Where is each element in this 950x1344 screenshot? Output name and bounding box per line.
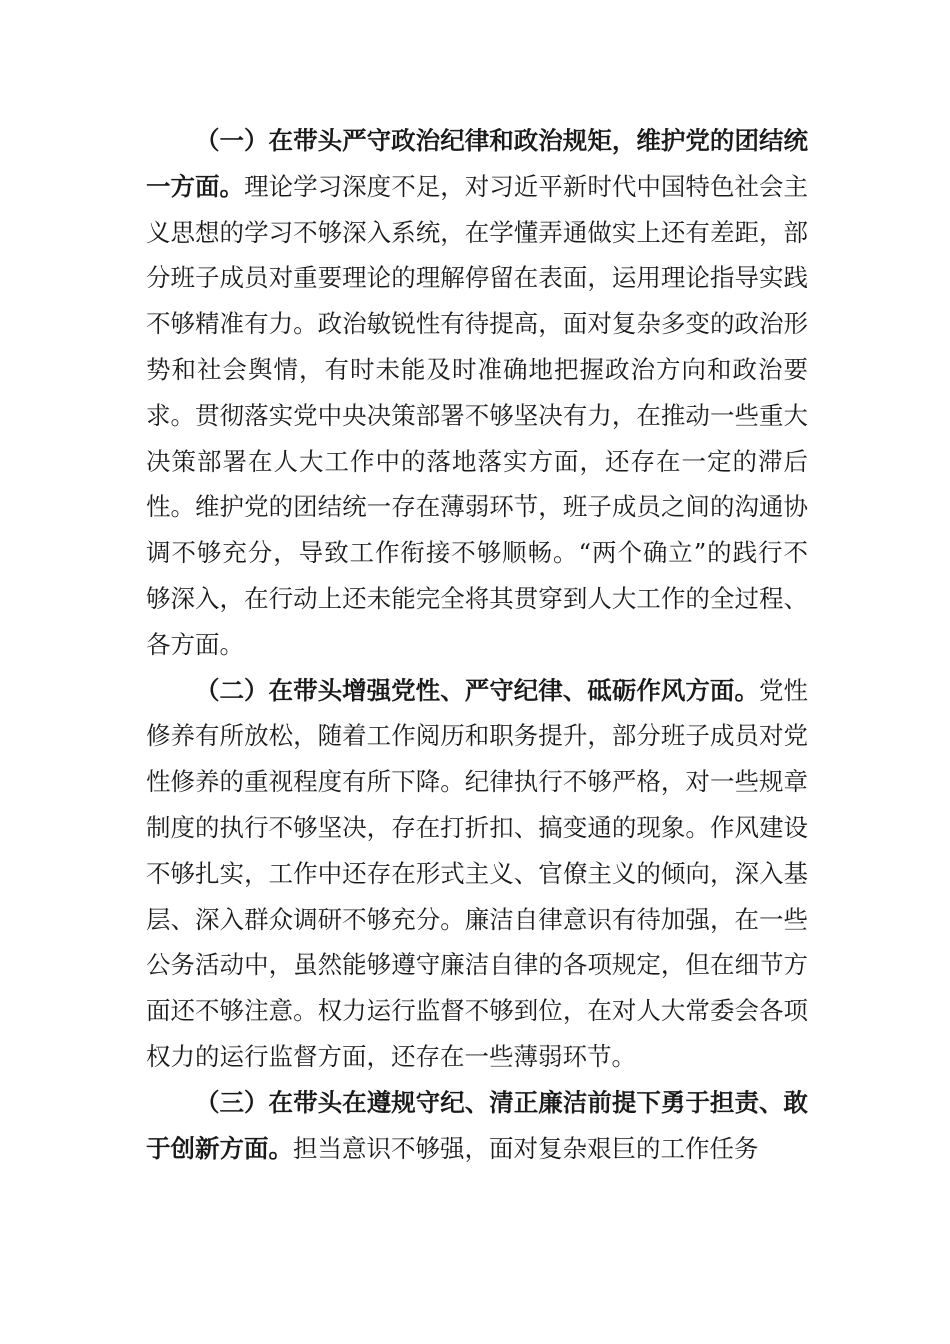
document-body (146, 118, 808, 1171)
section-2-paragraph (146, 668, 808, 1080)
section-3-paragraph (146, 1080, 808, 1172)
section-2-heading: （二）在带头增强党性、严守纪律、砥砺作风方面。 (195, 675, 759, 705)
section-2-text: 党性修养有所放松，随着工作阅历和职务提升，部分班子成员对党性修养的重视程度有所下降。纪律执行不够严格，对一些规章制度的执行不够坚决，存在打折扣、搞变通的现象。作风建设不够扎实，工作中还存在形式主义、官僚主义的倾向，深入基层、深入群众调研不够充分。廉洁自律意识有待加强，在一些公务活动中，虽然能够遵守廉洁自律的各项规定，但在细节方面还不够注意。权力运行监督不够到位，在对人大常委会各项权力的运行监督方面，还存在一些薄弱环节。 (146, 675, 809, 1071)
section-3-heading: （三）在带头在遵规守纪、清正廉洁前提下勇于担责、敢于创新方面。 (146, 1087, 808, 1163)
section-1-paragraph (146, 118, 808, 668)
section-1-text: 理论学习深度不足，对习近平新时代中国特色社会主义思想的学习不够深入系统，在学懂弄通做实上还有差距，部分班子成员对重要理论的理解停留在表面，运用理论指导实践不够精准有力。政治敏锐性有待提高，面对复杂多变的政治形势和社会舆情，有时未能及时准确地把握政治方向和政治要求。贯彻落实党中央决策部署不够坚决有力，在推动一些重大决策部署在人大工作中的落地落实方面，还存在一定的滞后性。维护党的团结统一存在薄弱环节，班子成员之间的沟通协调不够充分，导致工作衔接不够顺畅。“两个确立”的践行不够深入，在行动上还未能完全将其贯穿到人大工作的全过程、各方面。 (146, 171, 808, 659)
section-3-text: 担当意识不够强，面对复杂艰巨的工作任务 (293, 1133, 759, 1163)
section-1-heading: （一）在带头严守政治纪律和政治规矩，维护党的团结统一方面。 (146, 126, 808, 201)
